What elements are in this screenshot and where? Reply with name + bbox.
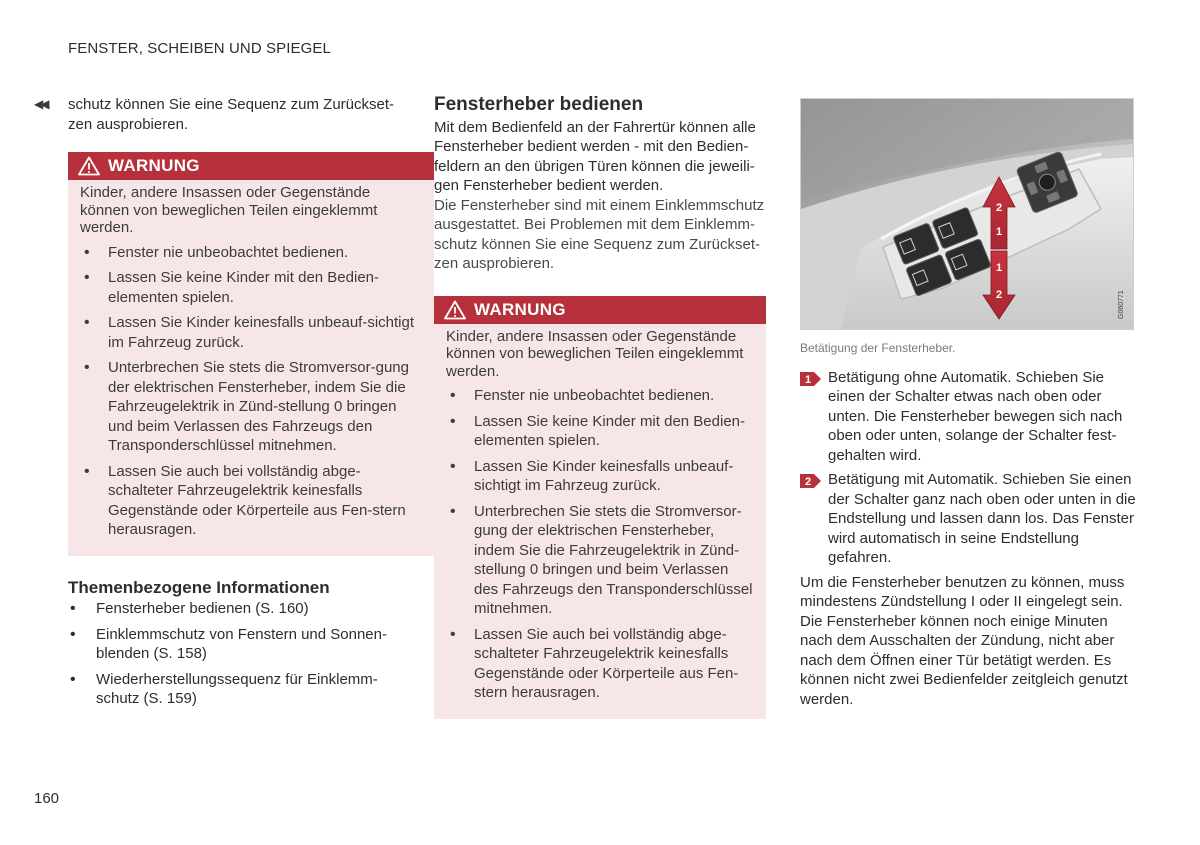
- description-paragraph: Die Fensterheber sind mit einem Einklemmschutz ausgestattet. Bei Problemen mit dem Einklemm-schutz können Sie eine Sequenz zum Zurückset-zen ausprobieren.: [434, 196, 765, 272]
- warning-box: [68, 152, 434, 556]
- warning-header: [68, 152, 434, 180]
- warning-body: [434, 324, 766, 703]
- warning-box: [434, 296, 766, 719]
- step-text: Betätigung ohne Automatik. Schieben Sie einen der Schalter etwas nach oben oder unten. Die Fensterheber bewegen sich nach oben oder unten, solange der Schalter fest-gehalten wird.: [828, 368, 1123, 464]
- column-3: [800, 98, 1136, 709]
- warning-title: WARNUNG: [474, 299, 566, 319]
- step-text: Betätigung mit Automatik. Schieben Sie einen der Schalter ganz nach oben oder unten in die Endstellung und lassen dann los. Das Fenster wird automatisch in seine Endstellung gefahren.: [828, 471, 1136, 566]
- warning-triangle-icon: [78, 156, 100, 176]
- step-item: [800, 470, 1136, 568]
- door-control-panel-illustration: [801, 99, 1133, 329]
- warning-list: [446, 386, 754, 703]
- warning-item: • Lassen Sie Kinder keinesfalls unbeauf-sichtigt im Fahrzeug zurück.: [80, 313, 422, 352]
- related-link[interactable]: • Fensterheber bedienen (S. 160): [68, 599, 404, 619]
- column-2: [434, 95, 768, 719]
- related-link[interactable]: • Wiederherstellungssequenz für Einklemm-schutz (S. 159): [68, 670, 404, 709]
- warning-list: [80, 243, 422, 540]
- page-number: 160: [34, 790, 60, 807]
- final-paragraph: Um die Fensterheber benutzen zu können, muss mindestens Zündstellung I oder II eingelegt sein. Die Fensterheber können noch einige Minuten nach dem Ausschalten der Zündung, nicht aber nach dem Öffnen einer Tür betätigt werden. Es können nicht zwei Bedienfelder zeitgleich genutzt werden.: [800, 573, 1128, 708]
- warning-item: • Unterbrechen Sie stets die Stromversor-gung der elektrischen Fensterheber, indem Sie die Fahrzeugelektrik in Zünd-stellung 0 bringen und beim Verlassen des Fahrzeugs den Transponderschlüssel mitnehmen.: [446, 502, 754, 619]
- steps-list: [800, 368, 1136, 568]
- column-1: [34, 95, 415, 715]
- related-info-list: [68, 599, 404, 709]
- warning-body: [68, 180, 434, 540]
- arrow-label: 2: [995, 289, 1003, 301]
- warning-item: • Lassen Sie auch bei vollständig abge-schalteter Fahrzeugelektrik keinesfalls Gegenstände oder Körperteile aus Fen-stern herausragen.: [446, 625, 754, 703]
- arrow-label: 1: [995, 226, 1003, 238]
- warning-item: • Unterbrechen Sie stets die Stromversor-gung der elektrischen Fensterheber, indem Sie die Fahrzeugelektrik in Zünd-stellung 0 bringen und beim Verlassen des Fahrzeugs den Transponderschlüssel mitnehmen.: [80, 358, 422, 456]
- section-title: Fensterheber bedienen: [434, 94, 644, 115]
- window-switch-figure: [800, 98, 1134, 330]
- warning-intro: Kinder, andere Insassen oder Gegenstände können von beweglichen Teilen eingeklemmt werden.: [446, 327, 744, 380]
- continued-from-previous-page-icon: ◀◀: [34, 97, 47, 111]
- arrow-label: 1: [995, 262, 1003, 274]
- warning-item: • Lassen Sie keine Kinder mit den Bedien-elementen spielen.: [80, 268, 422, 307]
- step-2-arrow-icon: [800, 472, 822, 490]
- warning-triangle-icon: [444, 300, 466, 320]
- intro-paragraph: Mit dem Bedienfeld an der Fahrertür können alle Fensterheber bedient werden - mit den Bedien-feldern an den übrigen Türen können die jeweili-gen Fensterheber bedient werden.: [434, 118, 756, 194]
- warning-header: [434, 296, 766, 324]
- figure-caption: Betätigung der Fensterheber.: [800, 341, 956, 355]
- related-link[interactable]: • Einklemmschutz von Fenstern und Sonnen-blenden (S. 158): [68, 625, 404, 664]
- warning-item: • Lassen Sie keine Kinder mit den Bedien-elementen spielen.: [446, 412, 754, 451]
- warning-item: • Fenster nie unbeobachtet bedienen.: [446, 386, 754, 406]
- warning-item: • Lassen Sie Kinder keinesfalls unbeauf-sichtigt im Fahrzeug zurück.: [446, 457, 754, 496]
- warning-title: WARNUNG: [108, 156, 200, 176]
- arrow-label: 2: [995, 202, 1003, 214]
- continued-paragraph: [34, 95, 404, 134]
- continued-text: schutz können Sie eine Sequenz zum Zurückset-zen ausprobieren.: [68, 96, 395, 133]
- step-1-arrow-icon: [800, 370, 822, 388]
- section-header: FENSTER, SCHEIBEN UND SPIEGEL: [68, 40, 331, 57]
- warning-intro: Kinder, andere Insassen oder Gegenstände können von beweglichen Teilen eingeklemmt werden.: [80, 184, 378, 236]
- related-info-title: Themenbezogene Informationen: [68, 577, 330, 597]
- figure-code: G060771: [1118, 290, 1125, 319]
- warning-item: • Fenster nie unbeobachtet bedienen.: [80, 243, 422, 263]
- step-number: 1: [804, 373, 812, 386]
- warning-item: • Lassen Sie auch bei vollständig abge-schalteter Fahrzeugelektrik keinesfalls Gegenstände oder Körperteile aus Fen-stern herausragen.: [80, 462, 422, 540]
- step-number: 2: [804, 476, 812, 488]
- step-item: [800, 368, 1136, 466]
